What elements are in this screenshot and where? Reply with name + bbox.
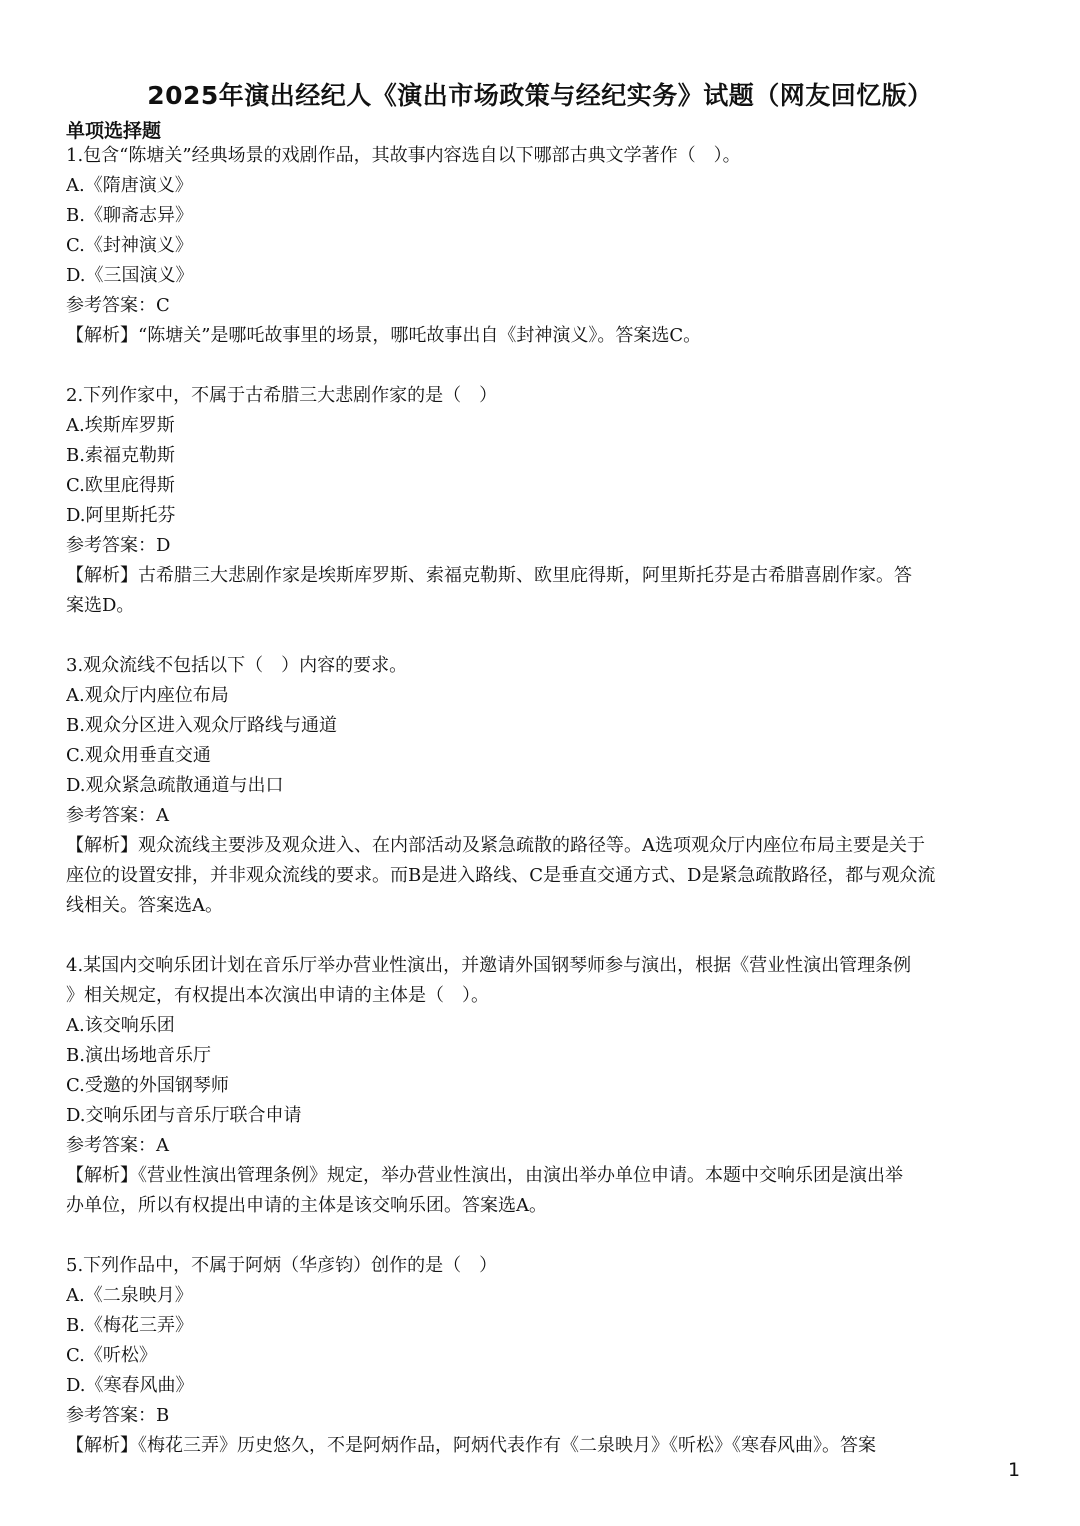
answer-option: C.受邀的外国钢琴师 [66, 1075, 229, 1096]
reference-answer: 参考答案：D [66, 535, 171, 556]
reference-answer: 参考答案：C [66, 295, 170, 316]
question-text: 2.下列作家中，不属于古希腊三大悲剧作家的是（ ） [66, 385, 498, 406]
question-text: 3.观众流线不包括以下（ ）内容的要求。 [66, 655, 408, 676]
question-spacer [66, 351, 1016, 381]
question-list [66, 141, 1016, 1461]
answer-option: D.阿里斯托芬 [66, 505, 176, 526]
answer-option: B.《梅花三弄》 [66, 1315, 193, 1336]
document-title: 2025年演出经纪人《演出市场政策与经纪实务》试题（网友回忆版） [147, 81, 933, 110]
question-spacer [66, 921, 1016, 951]
answer-option: B.观众分区进入观众厅路线与通道 [66, 715, 337, 736]
reference-answer: 参考答案：A [66, 1135, 169, 1156]
analysis-text: 【解析】《梅花三弄》历史悠久，不是阿炳作品，阿炳代表作有《二泉映月》《听松》《寒春风曲》。答案 [66, 1435, 876, 1456]
answer-option: C.欧里庇得斯 [66, 475, 175, 496]
question-spacer [66, 621, 1016, 651]
answer-option: C.观众用垂直交通 [66, 745, 211, 766]
analysis-text: 【解析】古希腊三大悲剧作家是埃斯库罗斯、索福克勒斯、欧里庇得斯，阿里斯托芬是古希腊喜剧作家。答 [66, 565, 912, 586]
answer-option: D.《三国演义》 [66, 265, 194, 286]
question-block [66, 381, 1016, 621]
question-block [66, 141, 1016, 351]
analysis-text: 办单位，所以有权提出申请的主体是该交响乐团。答案选A。 [66, 1195, 547, 1216]
question-block [66, 951, 1016, 1221]
answer-option: A.《隋唐演义》 [66, 175, 193, 196]
reference-answer: 参考答案：A [66, 805, 169, 826]
answer-option: D.交响乐团与音乐厅联合申请 [66, 1105, 302, 1126]
reference-answer: 参考答案：B [66, 1405, 170, 1426]
section-heading: 单项选择题 [66, 120, 162, 142]
answer-option: A.《二泉映月》 [66, 1285, 193, 1306]
answer-option: A.该交响乐团 [66, 1015, 175, 1036]
answer-option: A.观众厅内座位布局 [66, 685, 229, 706]
question-text: 1.包含“陈塘关”经典场景的戏剧作品，其故事内容选自以下哪部古典文学著作（ ）。 [66, 145, 741, 166]
answer-option: B.演出场地音乐厅 [66, 1045, 211, 1066]
analysis-text: 线相关。答案选A。 [66, 895, 223, 916]
page-number: 1 [1008, 1459, 1021, 1481]
analysis-text: 案选D。 [66, 595, 135, 616]
analysis-text: 座位的设置安排，并非观众流线的要求。而B是进入路线、C是垂直交通方式、D是紧急疏散路径，都与观众流 [66, 865, 936, 886]
answer-option: B.索福克勒斯 [66, 445, 175, 466]
question-text: 4.某国内交响乐团计划在音乐厅举办营业性演出，并邀请外国钢琴师参与演出，根据《营业性演出管理条例 [66, 955, 912, 976]
answer-option: A.埃斯库罗斯 [66, 415, 175, 436]
question-text: 》相关规定，有权提出本次演出申请的主体是（ ）。 [66, 985, 489, 1006]
answer-option: C.《听松》 [66, 1345, 157, 1366]
analysis-text: 【解析】“陈塘关”是哪吒故事里的场景，哪吒故事出自《封神演义》。答案选C。 [66, 325, 702, 346]
question-text: 5.下列作品中，不属于阿炳（华彦钧）创作的是（ ） [66, 1255, 498, 1276]
question-spacer [66, 1221, 1016, 1251]
answer-option: D.《寒春风曲》 [66, 1375, 194, 1396]
analysis-text: 【解析】《营业性演出管理条例》规定，举办营业性演出，由演出举办单位申请。本题中交响乐团是演出举 [66, 1165, 903, 1186]
analysis-text: 【解析】观众流线主要涉及观众进入、在内部活动及紧急疏散的路径等。A选项观众厅内座位布局主要是关于 [66, 835, 925, 856]
answer-option: C.《封神演义》 [66, 235, 193, 256]
question-block [66, 1251, 1016, 1461]
answer-option: D.观众紧急疏散通道与出口 [66, 775, 284, 796]
question-block [66, 651, 1016, 921]
answer-option: B.《聊斋志异》 [66, 205, 193, 226]
